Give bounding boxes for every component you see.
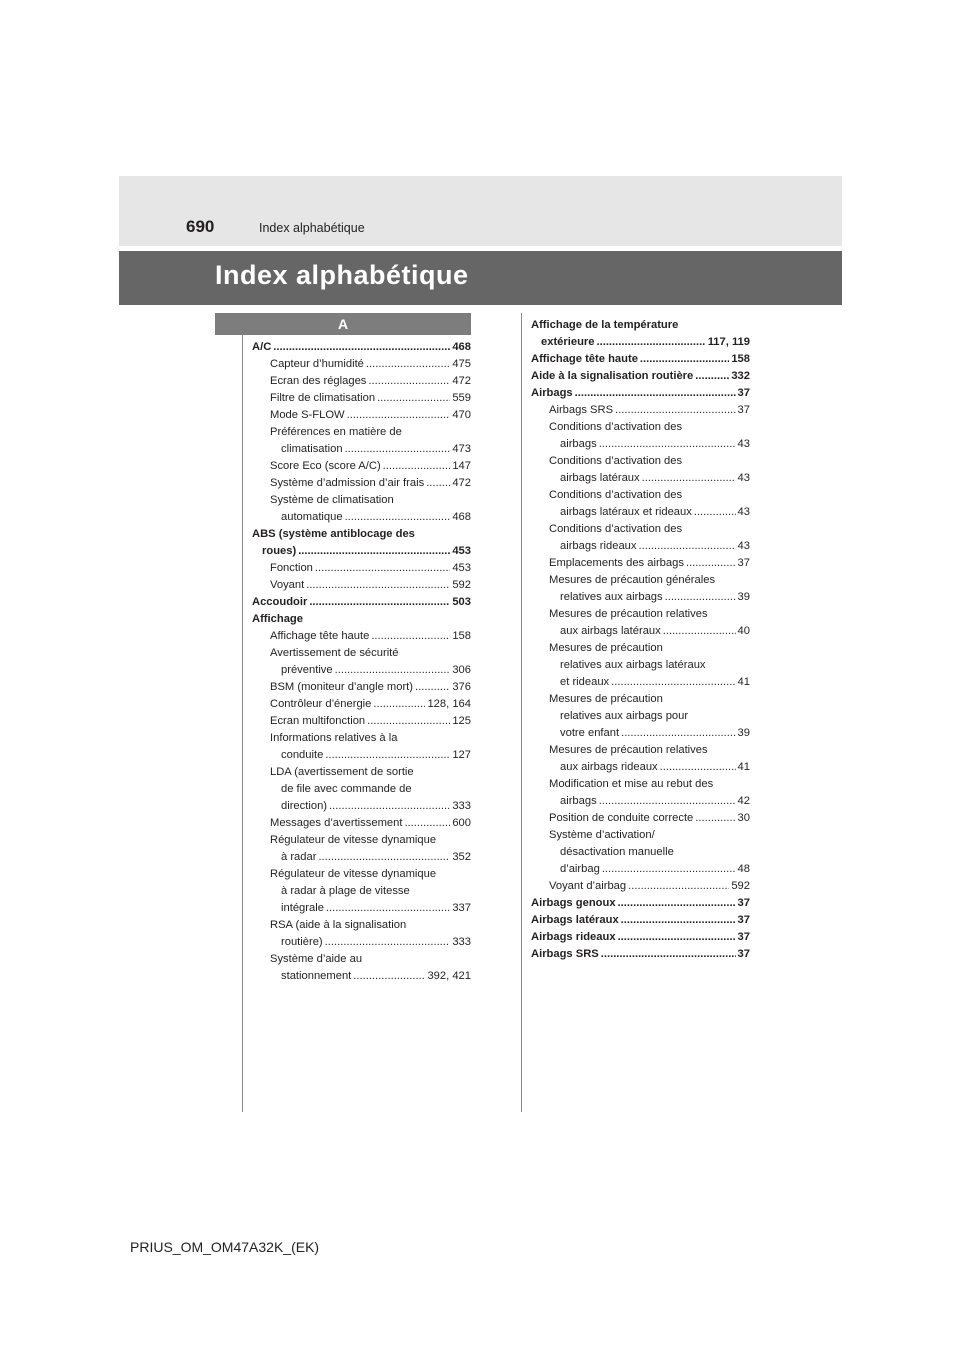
dot-leader [640, 351, 729, 368]
page-reference: 117, 119 [707, 336, 750, 348]
page-reference: 470 [452, 409, 471, 421]
index-term: Affichage tête haute [270, 630, 370, 642]
dot-leader [601, 946, 736, 963]
index-entry [531, 555, 750, 572]
index-term: Mesures de précaution générales [549, 574, 716, 586]
index-term: Conditions d’activation des [549, 523, 683, 535]
page-reference: 43 [737, 540, 750, 552]
index-entry [252, 424, 471, 441]
section-letter-bar: A [215, 313, 471, 335]
index-term: Système d’admission d’air frais [270, 477, 425, 489]
dot-leader [621, 912, 736, 929]
index-entry [252, 917, 471, 934]
index-term: Airbags rideaux [531, 931, 616, 943]
index-entry [252, 679, 471, 696]
index-term: Système d’activation/ [549, 829, 655, 841]
index-term: Mesures de précaution [549, 693, 663, 705]
index-entry [531, 385, 750, 402]
index-term: roues) [262, 545, 297, 557]
page-reference: 43 [737, 438, 750, 450]
index-term: Score Eco (score A/C) [270, 460, 381, 472]
page-reference: 37 [737, 897, 750, 909]
index-term: Voyant [270, 579, 305, 591]
page-reference: 127 [452, 749, 471, 761]
page-reference: 37 [737, 914, 750, 926]
dot-leader [367, 713, 450, 730]
dot-leader [377, 390, 450, 407]
index-entry [252, 883, 471, 900]
page-reference: 392, 421 [427, 970, 471, 982]
index-term: Conditions d’activation des [549, 421, 683, 433]
index-term: relatives aux airbags latéraux [560, 659, 706, 671]
header-band [119, 176, 842, 246]
index-term: RSA (aide à la signalisation [270, 919, 407, 931]
index-entry [252, 390, 471, 407]
page-reference: 503 [452, 596, 471, 608]
index-entry [531, 810, 750, 827]
dot-leader [371, 628, 450, 645]
index-entry [252, 543, 471, 560]
index-entry [252, 900, 471, 917]
index-term: Régulateur de vitesse dynamique [270, 834, 437, 846]
index-entry [531, 793, 750, 810]
index-entry [252, 577, 471, 594]
index-entry [252, 951, 471, 968]
index-entry [252, 730, 471, 747]
index-term: intégrale [281, 902, 324, 914]
dot-leader [599, 793, 736, 810]
page-reference: 43 [737, 472, 750, 484]
page-reference: 158 [731, 353, 750, 365]
index-term: Filtre de climatisation [270, 392, 376, 404]
dot-leader [325, 747, 450, 764]
page-reference: 337 [452, 902, 471, 914]
index-entry [252, 492, 471, 509]
index-entry [252, 475, 471, 492]
index-term: relatives aux airbags pour [560, 710, 689, 722]
index-term: Aide à la signalisation routière [531, 370, 694, 382]
index-term: direction) [281, 800, 328, 812]
index-entry [252, 611, 471, 628]
index-entry [531, 453, 750, 470]
dot-leader [347, 407, 451, 424]
index-entry [531, 725, 750, 742]
dot-leader [695, 368, 729, 385]
index-entry [531, 419, 750, 436]
index-term: Modification et mise au rebut des [549, 778, 714, 790]
page-reference: 37 [737, 948, 750, 960]
dot-leader [663, 623, 736, 640]
index-entry [531, 878, 750, 895]
page-reference: 472 [452, 375, 471, 387]
index-term: Airbags latéraux [531, 914, 619, 926]
index-entry [531, 436, 750, 453]
dot-leader [665, 589, 736, 606]
index-term: d’airbag [560, 863, 600, 875]
page-reference: 352 [452, 851, 471, 863]
dot-leader [415, 679, 450, 696]
index-term: désactivation manuelle [560, 846, 674, 858]
page-reference: 475 [452, 358, 471, 370]
page-reference: 41 [737, 676, 750, 688]
dot-leader [695, 810, 735, 827]
index-entry [252, 747, 471, 764]
index-entry [531, 334, 750, 351]
page-reference: 592 [452, 579, 471, 591]
index-entry [531, 317, 750, 334]
index-entry [252, 713, 471, 730]
page-reference: 125 [452, 715, 471, 727]
index-entry [252, 407, 471, 424]
index-entry [252, 373, 471, 390]
index-term: airbags [560, 438, 597, 450]
dot-leader [318, 849, 450, 866]
index-entry [252, 356, 471, 373]
index-term: Position de conduite correcte [549, 812, 694, 824]
index-term: Voyant d’airbag [549, 880, 627, 892]
page-reference: 37 [737, 404, 750, 416]
dot-leader [309, 594, 450, 611]
dot-leader [404, 815, 450, 832]
dot-leader [615, 402, 736, 419]
index-entry [531, 776, 750, 793]
index-column-2 [531, 317, 750, 963]
page-reference: 453 [452, 562, 471, 574]
index-entry [252, 560, 471, 577]
page-reference: 592 [731, 880, 750, 892]
index-entry [252, 458, 471, 475]
page-reference: 42 [737, 795, 750, 807]
dot-leader [618, 895, 736, 912]
index-term: A/C [252, 341, 272, 353]
index-entry [531, 623, 750, 640]
index-term: Système de climatisation [270, 494, 394, 506]
index-term: Système d’aide au [270, 953, 363, 965]
index-term: Conditions d’activation des [549, 455, 683, 467]
dot-leader [298, 543, 450, 560]
index-term: Mesures de précaution [549, 642, 663, 654]
index-entry [252, 509, 471, 526]
index-term: extérieure [541, 336, 595, 348]
page-reference: 306 [452, 664, 471, 676]
page-reference: 43 [737, 506, 750, 518]
dot-leader [426, 475, 450, 492]
page-reference: 37 [737, 557, 750, 569]
index-term: Affichage de la température [531, 319, 679, 331]
page-reference: 37 [737, 931, 750, 943]
page-reference: 37 [737, 387, 750, 399]
column-rule-left [242, 335, 243, 1112]
index-term: Accoudoir [252, 596, 308, 608]
page-reference: 468 [452, 341, 471, 353]
dot-leader [628, 878, 729, 895]
index-entry [531, 538, 750, 555]
index-term: stationnement [281, 970, 352, 982]
dot-leader [366, 356, 450, 373]
index-term: Contrôleur d’énergie [270, 698, 372, 710]
page-reference: 472 [452, 477, 471, 489]
dot-leader [597, 334, 706, 351]
page-reference: 158 [452, 630, 471, 642]
page-reference: 333 [452, 936, 471, 948]
index-term: votre enfant [560, 727, 620, 739]
index-entry [252, 832, 471, 849]
index-entry [252, 628, 471, 645]
document-code-footer: PRIUS_OM_OM47A32K_(EK) [130, 1239, 320, 1255]
index-entry [252, 968, 471, 985]
index-term: préventive [281, 664, 333, 676]
index-entry [252, 526, 471, 543]
dot-leader [315, 560, 450, 577]
index-term: routière) [281, 936, 323, 948]
dot-leader [306, 577, 450, 594]
running-title: Index alphabétique [259, 221, 365, 235]
index-term: Airbags SRS [549, 404, 614, 416]
page-reference: 128, 164 [427, 698, 471, 710]
index-term: Ecran multifonction [270, 715, 366, 727]
dot-leader [618, 929, 736, 946]
index-entry [252, 645, 471, 662]
index-term: climatisation [281, 443, 343, 455]
dot-leader [642, 470, 736, 487]
index-term: Messages d’avertissement [270, 817, 403, 829]
index-entry [531, 606, 750, 623]
index-entry [252, 662, 471, 679]
dot-leader [602, 861, 736, 878]
dot-leader [599, 436, 736, 453]
page-reference: 333 [452, 800, 471, 812]
dot-leader [335, 662, 451, 679]
dot-leader [611, 674, 735, 691]
index-entry [531, 708, 750, 725]
index-entry [531, 657, 750, 674]
page-reference: 473 [452, 443, 471, 455]
index-term: Informations relatives à la [270, 732, 398, 744]
index-term: Affichage tête haute [531, 353, 638, 365]
page-reference: 332 [731, 370, 750, 382]
title-band [119, 251, 842, 305]
index-term: à radar [281, 851, 317, 863]
index-term: LDA (avertissement de sortie [270, 766, 414, 778]
dot-leader [325, 934, 451, 951]
index-entry [531, 742, 750, 759]
index-term: aux airbags latéraux [560, 625, 661, 637]
index-entry [252, 441, 471, 458]
index-term: Préférences en matière de [270, 426, 402, 438]
index-entry [252, 594, 471, 611]
index-entry [531, 572, 750, 589]
index-entry [252, 339, 471, 356]
dot-leader [621, 725, 735, 742]
dot-leader [353, 968, 425, 985]
dot-leader [368, 373, 450, 390]
index-term: Mesures de précaution relatives [549, 608, 708, 620]
page-reference: 600 [452, 817, 471, 829]
index-term: BSM (moniteur d’angle mort) [270, 681, 414, 693]
index-entry [531, 946, 750, 963]
page-reference: 468 [452, 511, 471, 523]
index-term: Mode S-FLOW [270, 409, 345, 421]
dot-leader [694, 504, 736, 521]
index-entry [531, 521, 750, 538]
index-term: Capteur d’humidité [270, 358, 364, 370]
index-term: aux airbags rideaux [560, 761, 658, 773]
dot-leader [345, 441, 451, 458]
dot-leader [575, 385, 736, 402]
dot-leader [639, 538, 736, 555]
dot-leader [686, 555, 736, 572]
index-entry [531, 674, 750, 691]
index-term: Airbags [531, 387, 573, 399]
page-reference: 147 [452, 460, 471, 472]
index-entry [531, 402, 750, 419]
page-reference: 39 [737, 727, 750, 739]
page-reference: 40 [737, 625, 750, 637]
index-term: à radar à plage de vitesse [281, 885, 410, 897]
index-entry [252, 934, 471, 951]
index-entry [531, 759, 750, 776]
page-number: 690 [186, 217, 215, 236]
index-entry [531, 589, 750, 606]
index-entry [252, 815, 471, 832]
index-entry [531, 368, 750, 385]
index-entry [531, 827, 750, 844]
index-term: ABS (système antiblocage des [252, 528, 415, 540]
index-entry [531, 487, 750, 504]
index-term: Affichage [252, 613, 303, 625]
page-reference: 41 [737, 761, 750, 773]
index-entry [531, 929, 750, 946]
index-term: Airbags SRS [531, 948, 599, 960]
index-term: et rideaux [560, 676, 610, 688]
index-entry [531, 470, 750, 487]
dot-leader [345, 509, 451, 526]
dot-leader [383, 458, 451, 475]
index-entry [531, 691, 750, 708]
index-term: Ecran des réglages [270, 375, 367, 387]
page-reference: 559 [452, 392, 471, 404]
index-entry [252, 781, 471, 798]
index-term: Airbags genoux [531, 897, 616, 909]
index-entry [531, 895, 750, 912]
index-term: Régulateur de vitesse dynamique [270, 868, 437, 880]
index-term: de file avec commande de [281, 783, 412, 795]
page-reference: 453 [452, 545, 471, 557]
index-entry [531, 351, 750, 368]
page-reference: 30 [737, 812, 750, 824]
index-term: Conditions d’activation des [549, 489, 683, 501]
index-entry [531, 861, 750, 878]
index-entry [531, 640, 750, 657]
index-term: airbags [560, 795, 597, 807]
index-term: automatique [281, 511, 343, 523]
index-entry [252, 798, 471, 815]
index-term: airbags latéraux [560, 472, 640, 484]
dot-leader [273, 339, 450, 356]
index-term: Emplacements des airbags [549, 557, 684, 569]
index-entry [252, 764, 471, 781]
index-term: Avertissement de sécurité [270, 647, 399, 659]
index-entry [252, 866, 471, 883]
page-reference: 376 [452, 681, 471, 693]
index-entry [531, 504, 750, 521]
dot-leader [373, 696, 425, 713]
index-term: conduite [281, 749, 324, 761]
index-term: relatives aux airbags [560, 591, 663, 603]
page-title: Index alphabétique [215, 260, 469, 290]
index-term: airbags latéraux et rideaux [560, 506, 692, 518]
index-entry [252, 849, 471, 866]
dot-leader [326, 900, 450, 917]
dot-leader [660, 759, 736, 776]
index-term: Mesures de précaution relatives [549, 744, 708, 756]
index-entry [531, 912, 750, 929]
page-reference: 39 [737, 591, 750, 603]
page-reference: 48 [737, 863, 750, 875]
index-entry [531, 844, 750, 861]
column-rule-middle [521, 313, 522, 1112]
index-term: Fonction [270, 562, 313, 574]
dot-leader [329, 798, 450, 815]
index-entry [252, 696, 471, 713]
index-column-1 [252, 339, 471, 985]
index-term: airbags rideaux [560, 540, 637, 552]
